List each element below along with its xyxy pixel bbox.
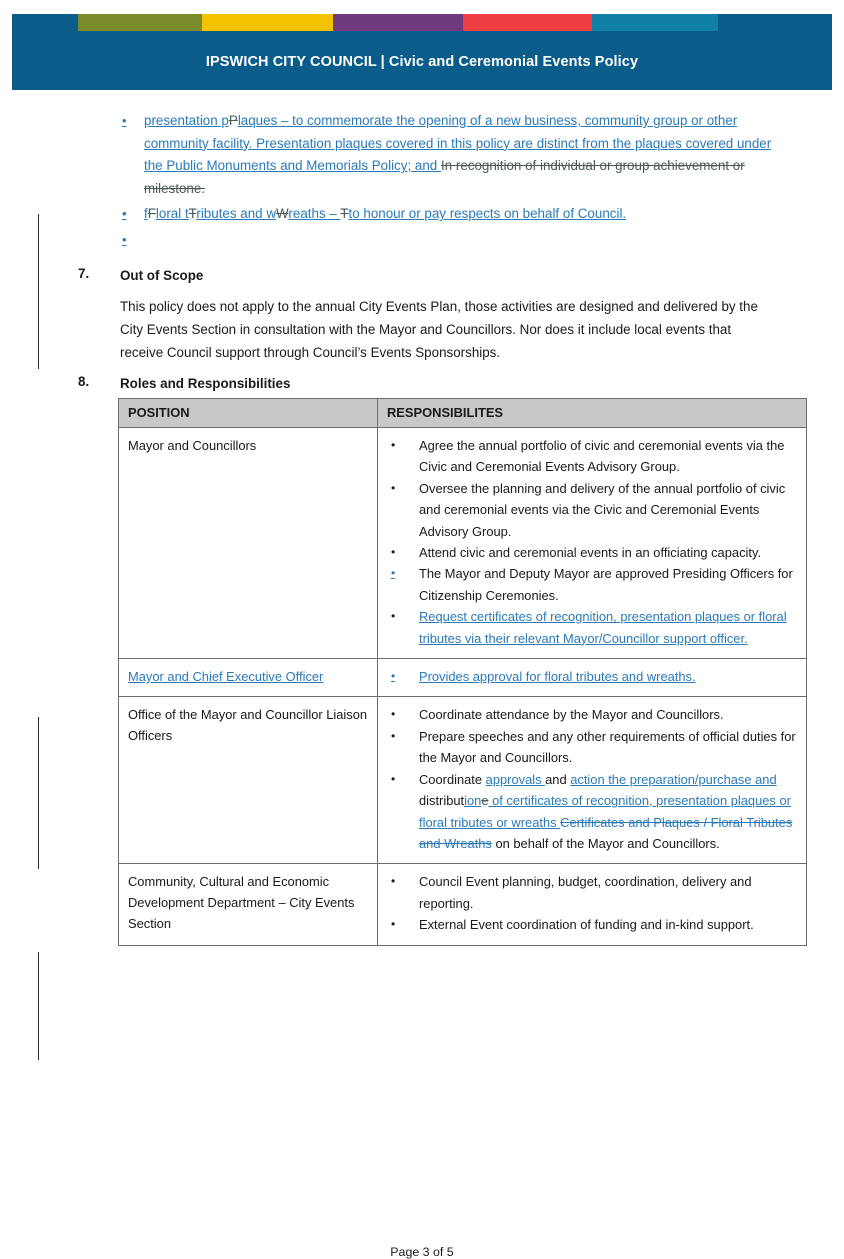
list-item-text — [419, 729, 796, 765]
text-run-plain: External Event coordination of funding and in-kind support. — [419, 917, 754, 933]
text-run-plain: The Mayor and Deputy Mayor are approved Presiding Officers for Citizenship Ceremonies. — [419, 566, 793, 603]
list-item-text — [419, 438, 784, 474]
text-run-del-blue: Certificates and Plaques / Floral Tributes and Wreaths — [419, 814, 793, 851]
stripe-purple-icon — [333, 14, 463, 31]
bullet-icon: • — [391, 609, 396, 624]
text-run-del: In recognition of individual or group achievement or milestone. — [144, 158, 745, 196]
table-header-row — [119, 399, 807, 428]
list-item — [387, 435, 797, 478]
section-roles-and-responsibilities — [78, 374, 778, 394]
list-item — [387, 666, 797, 687]
text-run-del: T — [340, 206, 349, 222]
text-run-plain: Community, Cultural and Economic Development Department – City Events Section — [128, 874, 355, 932]
list-item — [118, 110, 778, 200]
section-number: 7. — [78, 266, 90, 281]
change-bar — [38, 952, 39, 1060]
text-run-plain: Attend civic and ceremonial events in an officiating capacity. — [419, 545, 762, 561]
text-run-plain: Oversee the planning and delivery of the annual portfolio of civic and ceremonial events via the Civic and Ceremonial Events Advisory Group. — [419, 480, 786, 539]
list-item — [118, 229, 778, 249]
list-item — [387, 478, 797, 542]
list-item-text — [419, 707, 724, 722]
text-run-plain: Prepare speeches and any other requirements of official duties for the Mayor and Councillors. — [419, 728, 796, 766]
list-item-text — [419, 772, 792, 851]
text-run-ins: reaths – — [288, 206, 341, 222]
bullet-icon: • — [391, 771, 396, 786]
stripe-yellow-icon — [202, 14, 333, 31]
bullet-icon: • — [122, 113, 127, 128]
text-run-ins: laques – to commemorate the opening of a new business, community group or other community facility. Presentation plaques covered in this policy are distinct from the plaques covered under the Public Monuments and Memorials Policy; and — [144, 113, 772, 174]
text-run-ins: Request certificates of recognition, presentation plaques or floral tributes via their relevant Mayor/Councillor support officer. — [419, 609, 787, 646]
text-run-ins: Mayor and Chief Executive Officer — [128, 669, 324, 685]
list-item-text — [144, 206, 626, 221]
bullet-icon: • — [391, 480, 396, 495]
column-header-responsibilities: RESPONSIBILITES — [378, 399, 807, 428]
list-item-text — [419, 545, 761, 560]
page-header-banner — [12, 14, 832, 90]
responsibility-list — [387, 704, 797, 854]
table-row — [119, 697, 807, 864]
table-cell-responsibilities — [378, 428, 807, 659]
text-run-ins: Provides approval for floral tributes and wreaths. — [419, 669, 696, 685]
bullet-icon: • — [391, 874, 396, 889]
list-item — [387, 871, 797, 914]
list-item-text — [144, 113, 771, 196]
table-cell-responsibilities — [378, 659, 807, 697]
text-run-ins: ion — [464, 793, 482, 809]
list-item — [387, 606, 797, 649]
text-run-ins: loral t — [155, 206, 189, 222]
table-cell-position — [119, 428, 378, 659]
text-run-del: F — [147, 206, 156, 222]
table-row — [119, 864, 807, 945]
list-item — [387, 914, 797, 935]
list-item — [387, 726, 797, 769]
header-color-stripes — [12, 14, 832, 31]
bullet-icon: • — [391, 545, 396, 560]
text-run-plain: and — [545, 771, 571, 787]
text-run-plain: on behalf of the Mayor and Councillors. — [491, 835, 720, 851]
bullet-icon: • — [391, 566, 396, 581]
text-run-ins: action the preparation/purchase and — [570, 771, 777, 787]
table-cell-position — [119, 864, 378, 945]
page-footer: Page 3 of 5 — [390, 1245, 454, 1259]
list-item-text — [419, 566, 793, 602]
text-run-plain: distribut — [419, 793, 465, 809]
bullet-icon: • — [122, 231, 127, 247]
bullet-icon: • — [391, 669, 396, 684]
list-item — [387, 769, 797, 855]
list-item-text — [419, 609, 787, 645]
text-run-plain: Coordinate — [419, 771, 486, 787]
text-run-plain: Office of the Mayor and Councillor Liaison Officers — [128, 707, 368, 744]
bullet-icon: • — [391, 707, 396, 722]
scope-bullet-list — [118, 110, 778, 252]
bullet-icon: • — [122, 206, 127, 222]
list-item-text — [419, 917, 754, 932]
text-run-del: P — [228, 113, 238, 128]
list-item — [118, 203, 778, 226]
text-run-ins: to honour or pay respects on behalf of Council. — [348, 206, 627, 222]
stripe-red-icon — [463, 14, 593, 31]
roles-and-responsibilities-table — [118, 398, 807, 946]
table-cell-position — [119, 659, 378, 697]
text-run-plain: Council Event planning, budget, coordination, delivery and reporting. — [419, 874, 752, 911]
page-title: IPSWICH CITY COUNCIL | Civic and Ceremonial Events Policy — [205, 54, 639, 70]
text-run-plain: Mayor and Councillors — [128, 438, 257, 453]
table-cell-position — [119, 697, 378, 864]
text-run-plain: Agree the annual portfolio of civic and ceremonial events via the Civic and Ceremonial Events Advisory Group. — [419, 438, 785, 475]
text-run-del: T — [188, 206, 197, 222]
list-item — [387, 542, 797, 563]
bullet-icon: • — [391, 728, 396, 743]
text-run-plain: Coordinate attendance by the Mayor and Councillors. — [419, 707, 724, 723]
text-run-ins: ributes and w — [196, 206, 277, 222]
responsibility-list — [387, 435, 797, 649]
list-item — [387, 563, 797, 606]
text-run-del: e — [481, 793, 489, 809]
change-bar — [38, 214, 39, 369]
section-heading: Out of Scope — [120, 268, 204, 283]
text-run-del: W — [276, 206, 289, 222]
list-item — [387, 704, 797, 725]
text-run-ins: approvals — [485, 771, 546, 787]
table-row — [119, 428, 807, 659]
table-row — [119, 659, 807, 697]
table-cell-responsibilities — [378, 864, 807, 945]
responsibility-list — [387, 871, 797, 935]
list-item-text — [419, 669, 696, 684]
table-cell-responsibilities — [378, 697, 807, 864]
bullet-icon: • — [391, 438, 396, 452]
stripe-teal-icon — [592, 14, 718, 31]
section-out-of-scope — [78, 266, 778, 364]
column-header-position: POSITION — [119, 399, 378, 428]
section-heading: Roles and Responsibilities — [120, 376, 291, 391]
section-paragraph: This policy does not apply to the annual City Events Plan, those activities are designed and delivered by the City Events Section in consultation with the Mayor and Councillors. Nor does it include local events that receive Council support through Council’s Events Sponsorships. — [120, 299, 758, 360]
change-bar — [38, 717, 39, 869]
list-item-text — [419, 874, 752, 910]
text-run-ins: f — [144, 206, 148, 222]
responsibility-list — [387, 666, 797, 687]
list-item-text — [419, 481, 785, 539]
bullet-icon: • — [391, 917, 396, 932]
section-number: 8. — [78, 374, 90, 389]
stripe-olive-icon — [78, 14, 203, 31]
text-run-ins: presentation p — [144, 113, 229, 128]
text-run-ins: of certificates of recognition, presentation plaques or floral tributes or wreaths — [419, 793, 791, 830]
